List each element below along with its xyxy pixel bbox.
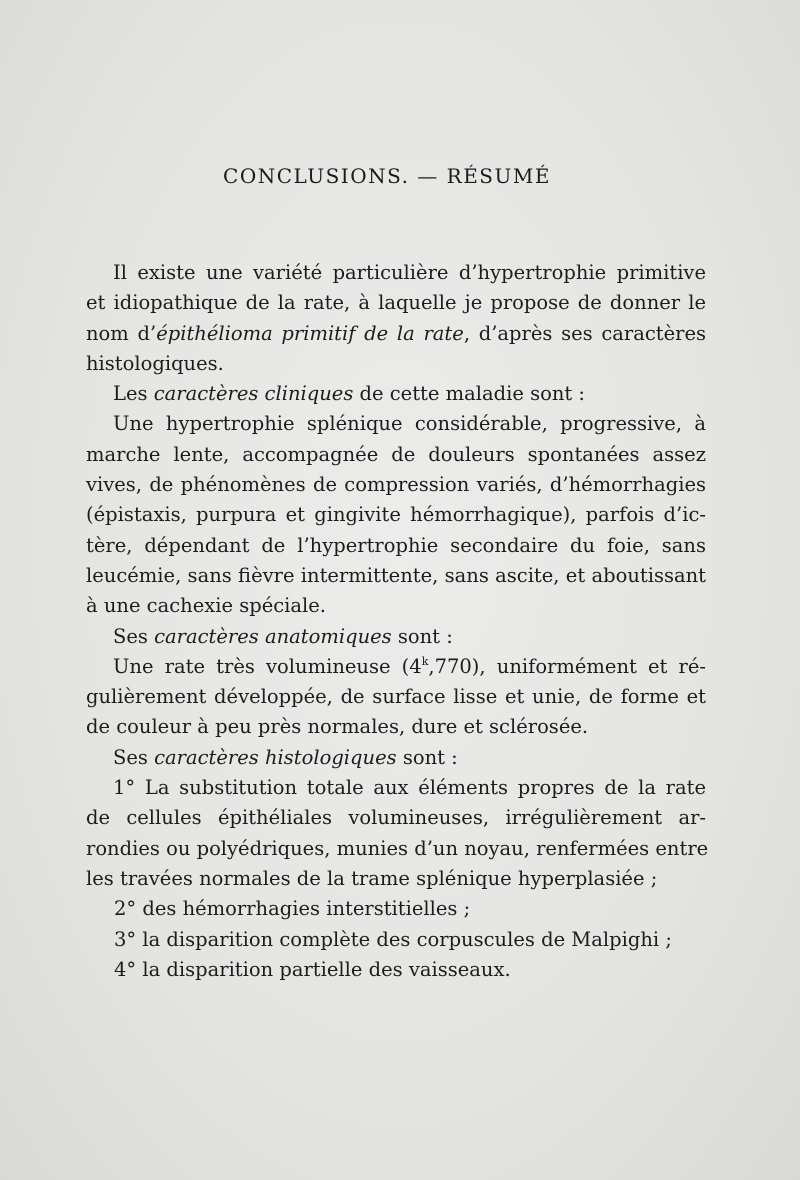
- text-segment: Les: [113, 382, 154, 406]
- text-line: 3° la disparition complète des corpuscules de Malpighi ;: [114, 927, 672, 951]
- body-text: [86, 258, 709, 985]
- text-line: Une hypertrophie splénique considérable, progressive, à: [113, 412, 706, 436]
- text-segment: ,770), uniformément et ré-: [428, 654, 706, 678]
- text-line: histologiques.: [86, 351, 224, 375]
- text-line: de couleur à peu près normales, dure et sclérosée.: [86, 715, 589, 739]
- text-line: les travées normales de la trame splénique hyperplasiée ;: [86, 866, 658, 890]
- text-segment: , d’après ses caractères: [463, 321, 707, 345]
- text-line: [86, 652, 706, 682]
- text-line: rondies ou polyédriques, munies d’un noyau, renfermées entre: [86, 836, 709, 860]
- italic-term: épithélioma primitif de la rate: [156, 321, 464, 345]
- text-line: Il existe une variété particulière d’hypertrophie primitive: [113, 261, 706, 284]
- page-title: CONCLUSIONS. — RÉSUMÉ: [223, 164, 551, 188]
- text-line: vives, de phénomènes de compression variés, d’hémorrhagies: [86, 473, 706, 497]
- text-segment: de cette maladie sont :: [353, 382, 585, 406]
- text-line: [86, 622, 706, 652]
- text-line: [86, 743, 706, 773]
- text-line: 1° La substitution totale aux éléments propres de la rate: [113, 776, 706, 800]
- text-line: de cellules épithéliales volumineuses, irrégulièrement ar-: [86, 806, 706, 830]
- text-line: [86, 379, 706, 409]
- text-line: 4° la disparition partielle des vaisseaux.: [114, 957, 511, 981]
- text-line: marche lente, accompagnée de douleurs spontanées assez: [86, 442, 706, 466]
- superscript: k: [421, 654, 429, 668]
- text-line: 2° des hémorrhagies interstitielles ;: [114, 897, 471, 921]
- text-line: à une cachexie spéciale.: [86, 594, 327, 618]
- text-segment: sont :: [396, 745, 458, 769]
- italic-term: caractères histologiques: [154, 745, 397, 769]
- text-line: gulièrement développée, de surface lisse et unie, de forme et: [86, 685, 706, 709]
- text-segment: sont :: [391, 624, 453, 648]
- text-segment: nom d’: [86, 321, 157, 345]
- text-line: et idiopathique de la rate, à laquelle je propose de donner le: [86, 291, 706, 315]
- text-segment: Ses: [113, 745, 155, 769]
- italic-term: caractères cliniques: [153, 382, 354, 406]
- text-line: [86, 319, 706, 349]
- text-segment: Une rate très volumineuse (4: [113, 654, 422, 678]
- italic-term: caractères anatomiques: [154, 624, 392, 648]
- text-line: leucémie, sans fièvre intermittente, sans ascite, et aboutissant: [86, 563, 706, 587]
- text-line: (épistaxis, purpura et gingivite hémorrhagique), parfois d’ic-: [86, 503, 706, 527]
- text-segment: Ses: [113, 624, 155, 648]
- text-line: tère, dépendant de l’hypertrophie secondaire du foie, sans: [86, 533, 706, 557]
